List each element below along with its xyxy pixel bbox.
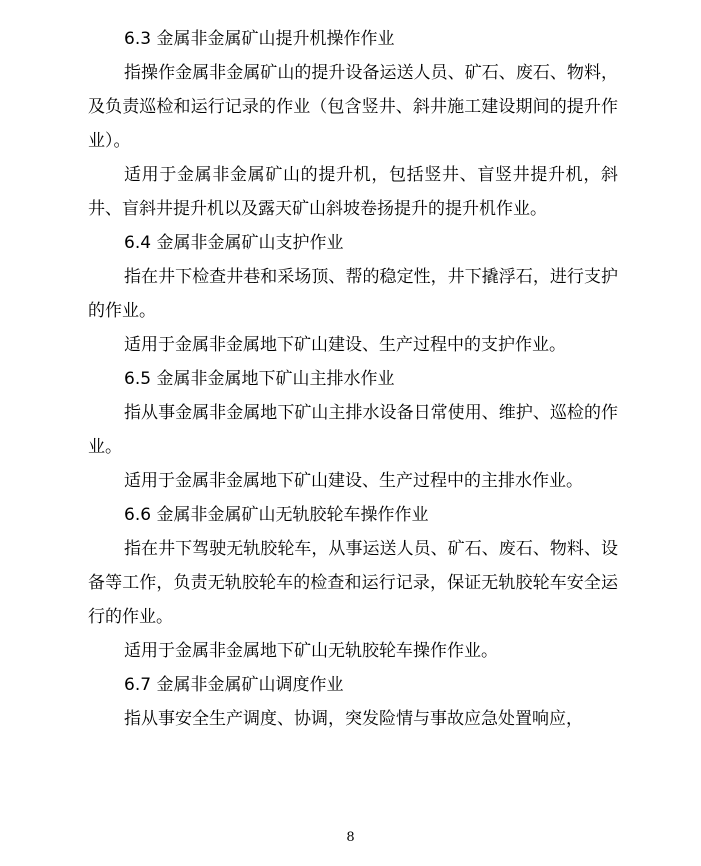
section-6-4 [88,226,618,362]
section-6-3 [88,22,618,226]
paragraph: 指在井下驾驶无轨胶轮车，从事运送人员、矿石、废石、物料、设备等工作，负责无轨胶轮车的检查和运行记录，保证无轨胶轮车安全运行的作业。 [88,539,618,627]
section-6-7 [88,668,618,736]
section-6-6 [88,498,618,668]
section-heading: 6.7 金属非金属矿山调度作业 [124,675,344,695]
paragraph: 适用于金属非金属地下矿山建设、生产过程中的支护作业。 [124,335,566,355]
paragraph: 指在井下检查井巷和采场顶、帮的稳定性，井下撬浮石，进行支护的作业。 [88,267,618,321]
section-heading: 6.5 金属非金属地下矿山主排水作业 [124,369,395,389]
section-heading: 6.3 金属非金属矿山提升机操作作业 [124,29,395,49]
paragraph: 适用于金属非金属矿山的提升机，包括竖井、盲竖井提升机，斜井、盲斜井提升机以及露天矿山斜坡卷扬提升的提升机作业。 [88,165,618,219]
paragraph: 适用于金属非金属地下矿山无轨胶轮车操作作业。 [124,641,498,661]
paragraph: 适用于金属非金属地下矿山建设、生产过程中的主排水作业。 [124,471,583,491]
page-number: 8 [346,830,355,845]
paragraph: 指从事安全生产调度、协调，突发险情与事故应急处置响应， [124,709,583,729]
paragraph: 指从事金属非金属地下矿山主排水设备日常使用、维护、巡检的作业。 [88,403,618,457]
page-content [88,22,618,736]
paragraph: 指操作金属非金属矿山的提升设备运送人员、矿石、废石、物料，及负责巡检和运行记录的作业（包含竖井、斜井施工建设期间的提升作业）。 [88,63,618,151]
section-6-5 [88,362,618,498]
section-heading: 6.6 金属非金属矿山无轨胶轮车操作作业 [124,505,429,525]
section-heading: 6.4 金属非金属矿山支护作业 [124,233,344,253]
